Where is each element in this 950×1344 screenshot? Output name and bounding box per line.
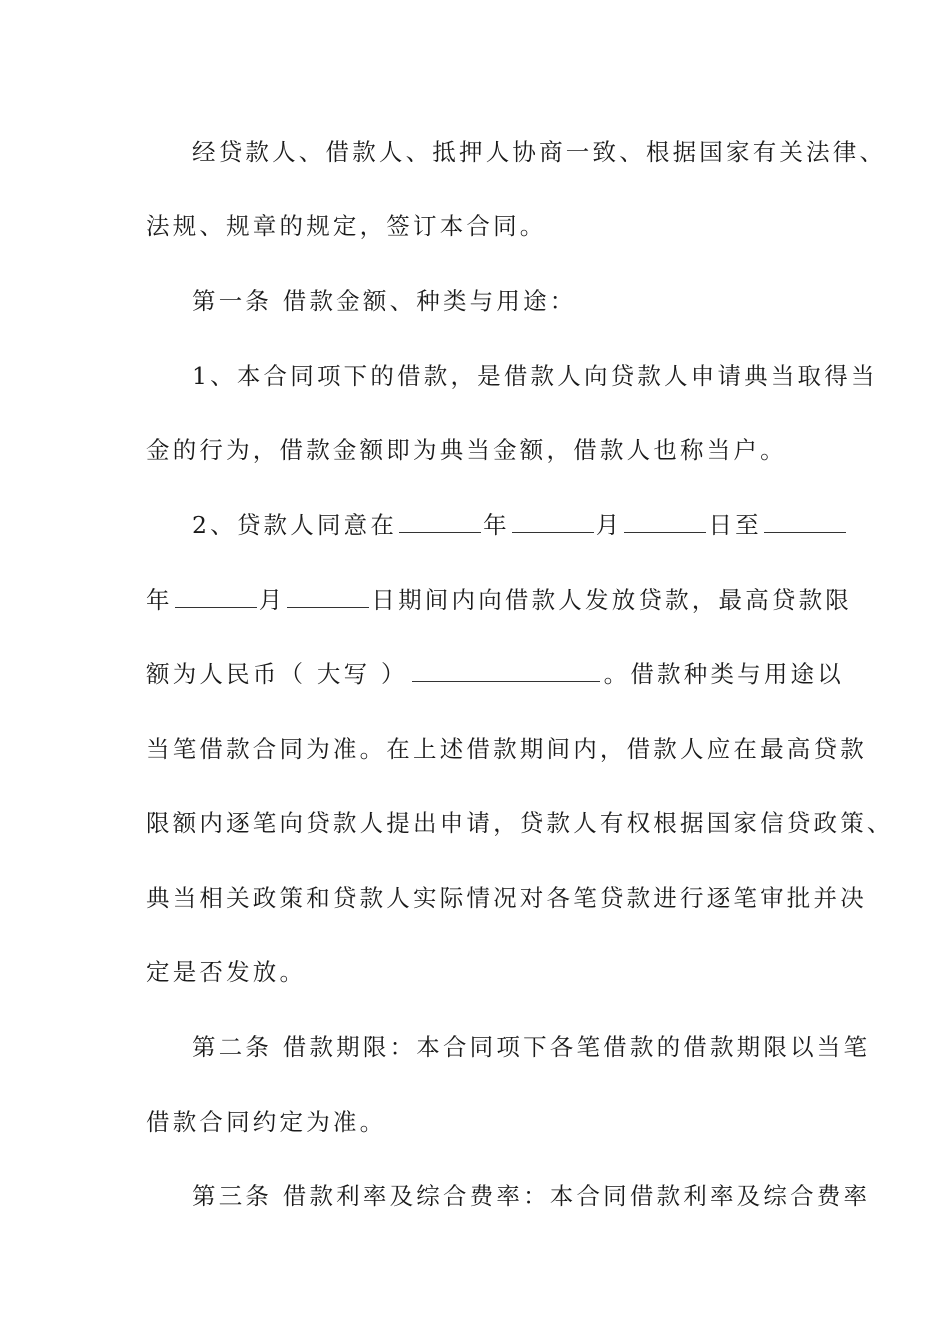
paragraph-line: 金的行为，借款金额即为典当金额，借款人也称当户。	[146, 436, 787, 464]
month-label: 月	[595, 511, 623, 539]
article-heading: 第一条 借款金额、种类与用途：	[192, 287, 577, 315]
year-label: 年	[483, 511, 510, 539]
paragraph-line: 典当相关政策和贷款人实际情况对各笔贷款进行逐笔审批并决	[146, 884, 867, 912]
line-rest: 。借款种类与用途以	[603, 660, 844, 688]
month-label: 月	[258, 586, 286, 614]
paragraph-line	[146, 580, 853, 620]
blank-field[interactable]	[287, 581, 369, 608]
blank-field[interactable]	[175, 581, 257, 608]
paragraph-line: 经贷款人、借款人、抵押人协商一致、根据国家有关法律、	[192, 138, 887, 166]
paragraph-line: 当笔借款合同为准。在上述借款期间内，借款人应在最高贷款	[146, 735, 867, 763]
blank-field[interactable]	[624, 506, 706, 533]
year-label: 年	[146, 586, 173, 614]
paragraph-line: 1、本合同项下的借款，是借款人向贷款人申请典当取得当	[192, 362, 878, 390]
blank-field[interactable]	[412, 655, 600, 682]
article-heading: 第三条 借款利率及综合费率：本合同借款利率及综合费率	[192, 1182, 871, 1210]
paragraph-line: 定是否发放。	[146, 958, 307, 986]
line-prefix: 2、贷款人同意在	[192, 511, 398, 539]
article-heading: 第二条 借款期限：本合同项下各笔借款的借款期限以当笔	[192, 1033, 871, 1061]
paragraph-line	[192, 505, 816, 545]
paragraph-line: 限额内逐笔向贷款人提出申请，贷款人有权根据国家信贷政策、	[146, 809, 894, 837]
day-to-label: 日至	[708, 511, 762, 539]
paragraph-line	[146, 654, 844, 694]
blank-field[interactable]	[399, 506, 481, 533]
line-prefix: 额为人民币（ 大写 ）	[146, 660, 408, 688]
paragraph-line: 法规、规章的规定，签订本合同。	[146, 212, 547, 240]
line-rest: 日期间内向借款人发放贷款，最高贷款限	[371, 586, 853, 614]
blank-field[interactable]	[512, 506, 594, 533]
blank-field[interactable]	[764, 506, 846, 533]
paragraph-line: 借款合同约定为准。	[146, 1108, 387, 1136]
